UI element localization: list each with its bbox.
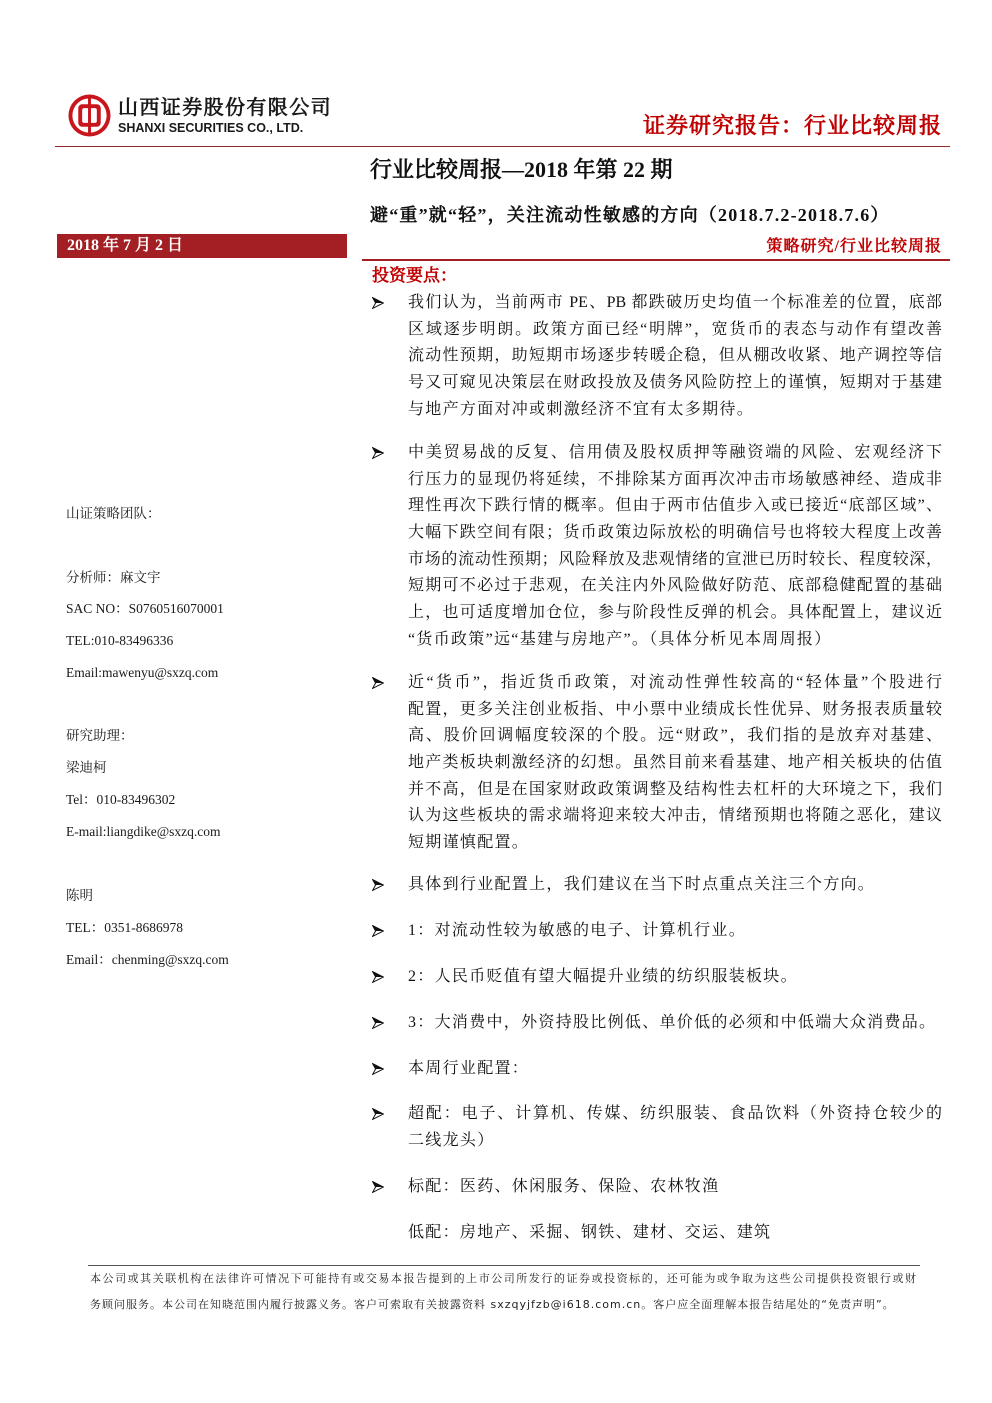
date-badge	[57, 234, 347, 258]
assistant-phone: Tel：010-83496302	[66, 792, 176, 807]
bullet-line: 配置，更多关注创业板指、中小票中业绩成长性优异、财务报表质量较	[408, 700, 942, 718]
footer-divider	[88, 1265, 920, 1266]
key-point-bullet	[366, 1101, 946, 1154]
member-name: 陈明	[66, 888, 93, 903]
member-phone: TEL：0351-8686978	[66, 920, 183, 935]
bullet-line: 近“货币”，指近货币政策，对流动性弹性较高的“轻体量”个股进行	[408, 674, 942, 691]
bullet-line: 上，也可适度增加仓位，参与阶段性反弹的机会。具体配置上，建议近	[408, 604, 942, 622]
bullet-text	[408, 670, 942, 857]
key-points-heading: 投资要点：	[372, 266, 457, 285]
bullet-line: 3：大消费中，外资持股比例低、单价低的必须和中低端大众消费品。	[408, 1014, 937, 1031]
closing-text	[408, 1220, 942, 1247]
arrowhead-bullet-icon	[372, 1181, 384, 1193]
bullet-line: 认为这些板块的需求端将迎来较大冲击，情绪预期也将随之恶化，建议	[408, 807, 942, 825]
bullet-text	[408, 918, 942, 945]
bullet-line: 地产类板块刺激经济的幻想。虽然目前来看基建、地产相关板块的估值	[408, 754, 942, 772]
bullet-line: 市场的流动性预期；风险释放及悲观情绪的宣泄已历时较长、程度较深，	[408, 550, 942, 568]
bullet-line: 大幅下跌空间有限；货币政策边际放松的明确信号也将较大程度上改善	[408, 524, 942, 542]
bullet-line: 1：对流动性较为敏感的电子、计算机行业。	[408, 922, 747, 939]
bullet-line: 具体到行业配置上，我们建议在当下时点重点关注三个方向。	[408, 876, 876, 893]
bullet-line: 高、股价回调幅度较深的个股。远“财政”，我们指的是放弃对基建、	[408, 727, 942, 745]
arrowhead-bullet-icon	[372, 1108, 384, 1120]
analyst-email: Email:mawenyu@sxzq.com	[66, 665, 219, 680]
bullet-line: 我们认为，当前两市 PE、PB 都跌破历史均值一个标准差的位置，底部	[408, 294, 942, 311]
bullet-line: 区域逐步明朗。政策方面已经“明牌”，宽货币的表态与动作有望改善	[408, 320, 942, 338]
key-point-bullet	[366, 1010, 946, 1037]
bullet-line: “货币政策”远“基建与房地产”。（具体分析见本周周报）	[408, 630, 832, 648]
arrowhead-bullet-icon	[372, 971, 384, 983]
bullet-line: 短期可不必过于悲观，在关注内外风险做好防范、底部稳健配置的基础	[408, 577, 942, 595]
key-point-bullet	[366, 1056, 946, 1083]
report-subtitle: 避“重”就“轻”，关注流动性敏感的方向（2018.7.2-2018.7.6）	[370, 205, 890, 225]
bullet-line: 中美贸易战的反复、信用债及股权质押等融资端的风险、宏观经济下	[408, 444, 942, 461]
bullet-line: 号又可窥见决策层在财政投放及债务风险防控上的谨慎，短期对于基建	[408, 374, 942, 392]
bullet-text	[408, 1174, 942, 1201]
bullet-line: 理性再次下跌行情的概率。但由于两市估值步入或已接近“底部区域”、	[408, 497, 942, 515]
arrowhead-bullet-icon	[372, 297, 384, 309]
bullet-line: 标配：医药、休闲服务、保险、农林牧渔	[408, 1178, 720, 1195]
member-email: Email：chenming@sxzq.com	[66, 952, 229, 967]
company-logo-icon	[67, 93, 112, 138]
footer-disclaimer-line: 务顾问服务。本公司在知晓范围内履行披露义务。客户可索取有关披露资料 sxzqyjfzb@i618.com.cn。客户应全面理解本报告结尾处的“免责声明”。	[90, 1298, 895, 1311]
arrowhead-bullet-icon	[372, 879, 384, 891]
bullet-line: 流动性预期，助短期市场逐步转暖企稳，但从棚改收紧、地产调控等信	[408, 347, 942, 365]
key-point-bullet	[366, 918, 946, 945]
footer-disclaimer-line: 本公司或其关联机构在法律许可情况下可能持有或交易本报告提到的上市公司所发行的证券或投资标的，还可能为或争取为这些公司提供投资银行或财	[90, 1272, 916, 1285]
company-name-en: SHANXI SECURITIES CO., LTD.	[118, 121, 304, 135]
key-point-closing	[366, 1220, 946, 1247]
bullet-line: 行压力的显现仍将延续，不排除某方面再次冲击市场敏感神经、造成非	[408, 470, 942, 488]
key-point-bullet	[366, 872, 946, 899]
bullet-line: 2：人民币贬值有望大幅提升业绩的纺织服装板块。	[408, 968, 798, 985]
bullet-text	[408, 290, 942, 423]
bullet-text	[408, 1101, 942, 1154]
bullet-line: 短期谨慎配置。	[408, 834, 530, 852]
arrowhead-bullet-icon	[372, 677, 384, 689]
bullet-text	[408, 964, 942, 991]
company-name-cn: 山西证券股份有限公司	[118, 97, 332, 119]
bullet-line: 超配：电子、计算机、传媒、纺织服装、食品饮料（外资持仓较少的	[408, 1105, 942, 1122]
report-title: 行业比较周报—2018 年第 22 期	[370, 157, 673, 182]
assistant-label: 研究助理：	[66, 728, 134, 743]
arrowhead-bullet-icon	[372, 1063, 384, 1075]
team-label: 山证策略团队：	[66, 506, 161, 521]
analyst-name: 分析师：麻文宇	[66, 570, 161, 585]
bullet-text	[408, 440, 942, 654]
assistant-name: 梁迪柯	[66, 760, 107, 775]
analyst-phone: TEL:010-83496336	[66, 633, 174, 648]
bullet-text	[408, 1010, 942, 1037]
key-point-bullet	[366, 670, 946, 857]
assistant-email: E-mail:liangdike@sxzq.com	[66, 824, 221, 839]
bullet-text	[408, 872, 942, 899]
arrowhead-bullet-icon	[372, 1017, 384, 1029]
header-divider	[55, 146, 950, 147]
closing-line: 低配：房地产、采掘、钢铁、建材、交运、建筑	[408, 1224, 772, 1241]
key-point-bullet	[366, 1174, 946, 1201]
bullet-text	[408, 1056, 942, 1083]
category-divider	[362, 259, 950, 261]
key-point-bullet	[366, 290, 946, 423]
key-point-bullet	[366, 440, 946, 654]
arrowhead-bullet-icon	[372, 925, 384, 937]
arrowhead-bullet-icon	[372, 447, 384, 459]
bullet-line: 与地产方面对冲或刺激经济不宜有太多期待。	[408, 400, 755, 418]
key-point-bullet	[366, 964, 946, 991]
bullet-line: 并不高，但是在国家财政政策调整及结构性去杠杆的大环境之下，我们	[408, 780, 942, 798]
bullet-line: 二线龙头）	[408, 1131, 495, 1149]
report-type-title: 证券研究报告：行业比较周报	[642, 113, 942, 138]
analyst-sac-number: SAC NO：S0760516070001	[66, 601, 224, 616]
report-date: 2018 年 7 月 2 日	[67, 237, 184, 254]
bullet-line: 本周行业配置：	[408, 1060, 530, 1077]
report-category: 策略研究/行业比较周报	[766, 238, 942, 255]
